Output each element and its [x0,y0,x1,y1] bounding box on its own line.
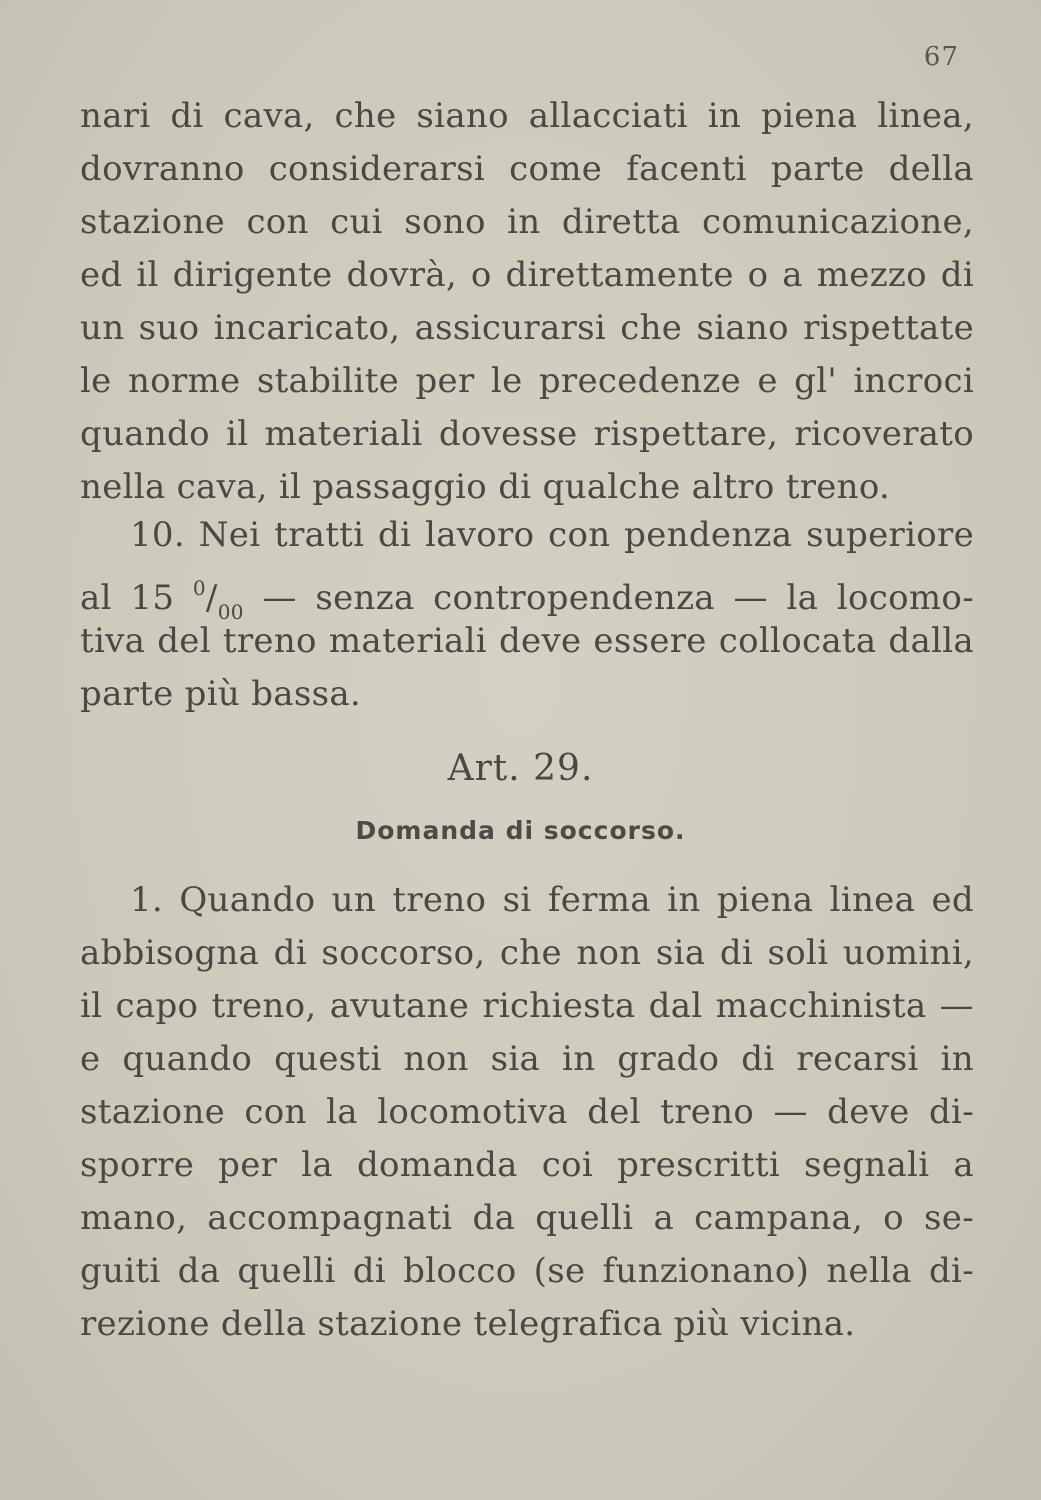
text-line: ed il dirigente dovrà, o direttamente o a mezzo di [80,255,974,295]
article-subtitle: Domanda di soccorso. [355,816,686,845]
text-line-with-fraction [80,562,974,624]
text-line: il capo treno, avutane richiesta dal macchinista — [80,986,974,1026]
permille-subscript: 00 [217,600,244,624]
text-line: sporre per la domanda coi prescritti segnali a [80,1145,974,1185]
text-line: nella cava, il passaggio di qualche altro treno. [80,467,891,507]
page-number: 67 [923,42,959,72]
text-line: stazione con la locomotiva del treno — deve di- [80,1092,974,1132]
text-line: rezione della stazione telegrafica più vicina. [80,1304,856,1344]
text-line: quando il materiali dovesse rispettare, ricoverato [80,414,974,454]
text-line: mano, accompagnati da quelli a campana, o se- [80,1198,974,1238]
article-title: Art. 29. [447,748,594,789]
paragraph-10 [80,509,974,721]
text-line: 10. Nei tratti di lavoro con pendenza superiore [130,515,974,555]
text-fragment: — senza contropendenza — la locomo- [243,578,974,618]
permille-slash: / [205,578,218,618]
text-line: 1. Quando un treno si ferma in piena linea ed [130,880,974,920]
text-line: stazione con cui sono in diretta comunicazione, [80,202,974,242]
text-line: nari di cava, che siano allacciati in piena linea, [80,96,974,136]
text-line: tiva del treno materiali deve essere collocata dalla [80,621,974,661]
paragraph-1 [80,874,974,1351]
text-line: dovranno considerarsi come facenti parte della [80,149,974,189]
text-line: le norme stabilite per le precedenze e gl' incroci [80,361,974,401]
text-fragment: al 15 [80,578,193,618]
text-line: un suo incaricato, assicurarsi che siano rispettate [80,308,974,348]
permille-superscript: 0 [192,576,206,600]
text-line: parte più bassa. [80,674,362,714]
paragraph-continuation [80,90,974,514]
text-line: abbisogna di soccorso, che non sia di soli uomini, [80,933,974,973]
text-line: e quando questi non sia in grado di recarsi in [80,1039,974,1079]
text-line: guiti da quelli di blocco (se funzionano) nella di- [80,1251,974,1291]
